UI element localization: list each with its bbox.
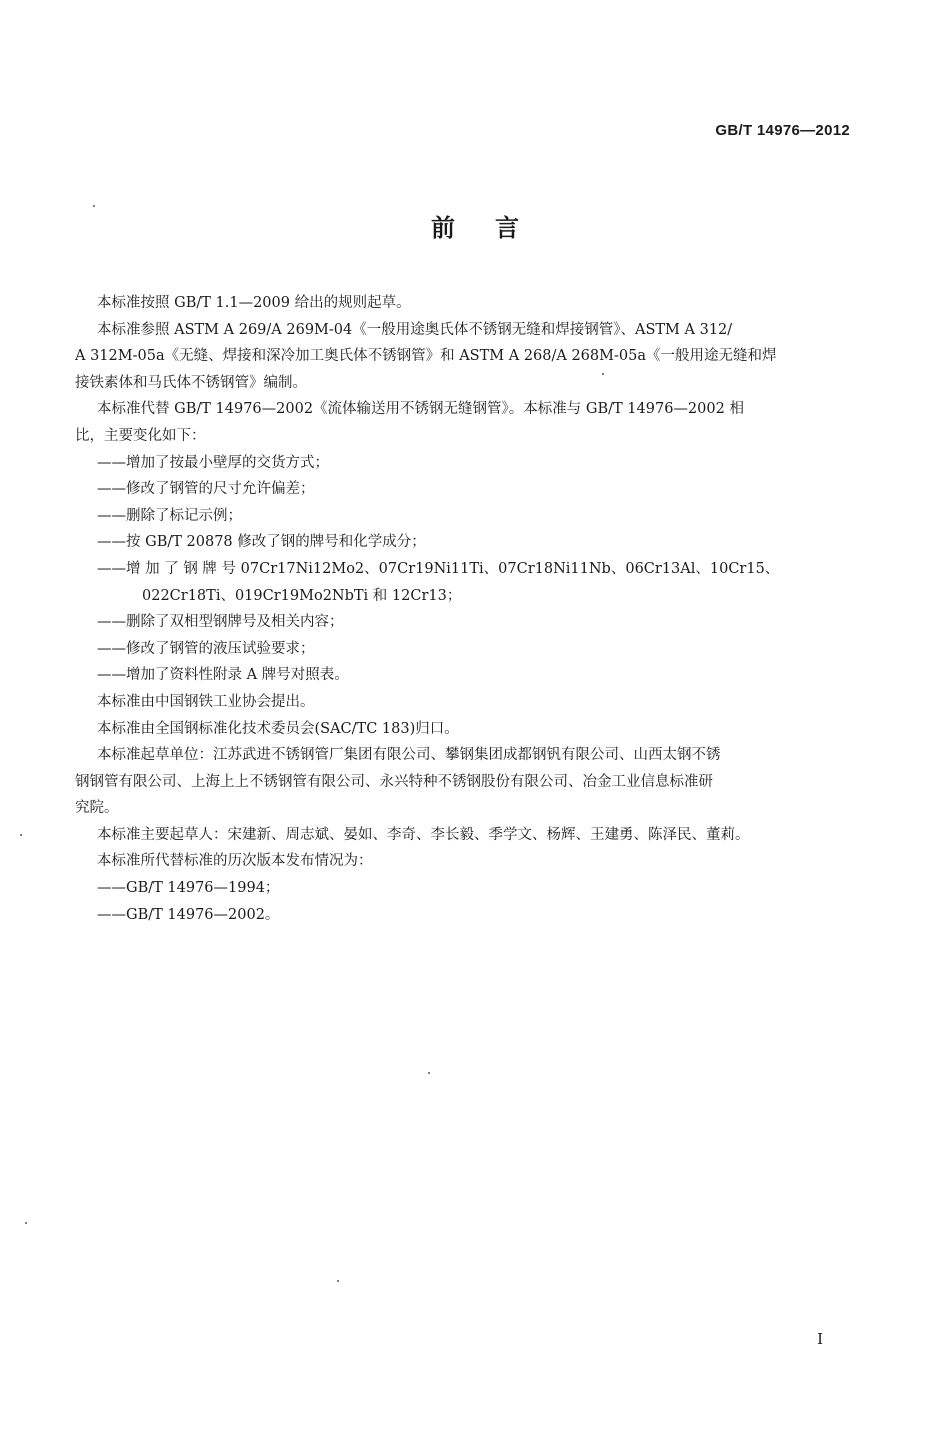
page-title: 前言 <box>431 214 559 242</box>
list-item: ——GB/T 14976—1994； <box>97 880 280 897</box>
paragraph-drafting-units <box>75 742 853 822</box>
paragraph-line: 钢钢管有限公司、上海上上不锈钢管有限公司、永兴特种不锈钢股份有限公司、冶金工业信息标准研 <box>75 773 713 790</box>
list-item: ——修改了钢管的尺寸允许偏差； <box>97 481 315 498</box>
list-item: ——删除了双相型钢牌号及相关内容； <box>97 614 344 631</box>
paragraph-history-intro: 本标准所代替标准的历次版本发布情况为： <box>97 853 373 870</box>
list-item: ——GB/T 14976—2002。 <box>97 906 280 923</box>
page-number: I <box>817 1330 823 1348</box>
paragraph-replacement <box>75 396 853 449</box>
standard-code: GB/T 14976—2012 <box>715 122 850 139</box>
paragraph-line: 究院。 <box>75 800 119 817</box>
paragraph-line: 本标准代替 GB/T 14976—2002《流体输送用不锈钢无缝钢管》。本标准与 GB/T 14976—2002 相 <box>97 401 744 418</box>
list-item: ——按 GB/T 20878 修改了钢的牌号和化学成分； <box>97 534 426 551</box>
scan-speck <box>602 373 604 375</box>
history-list <box>97 875 853 928</box>
changes-list <box>97 450 853 689</box>
paragraph-line: 本标准起草单位：江苏武进不锈钢管厂集团有限公司、攀钢集团成都钢钒有限公司、山西太钢不锈 <box>97 747 721 764</box>
paragraph-line: A 312M-05a《无缝、焊接和深冷加工奥氏体不锈钢管》和 ASTM A 268/A 268M-05a《一般用途无缝和焊 <box>75 348 777 365</box>
list-item: ——增加了资料性附录 A 牌号对照表。 <box>97 667 349 684</box>
paragraph-line: 比，主要变化如下： <box>75 427 206 444</box>
scan-speck <box>25 1222 27 1224</box>
paragraph-line: 本标准参照 ASTM A 269/A 269M-04《一般用途奥氏体不锈钢无缝和焊接钢管》、ASTM A 312/ <box>97 321 733 338</box>
paragraph-committee: 本标准由全国钢标准化技术委员会(SAC/TC 183)归口。 <box>97 720 459 737</box>
list-item: ——增 加 了 钢 牌 号 07Cr17Ni12Mo2、07Cr19Ni11Ti、07Cr18Ni11Nb、06Cr13Al、10Cr15、 <box>97 560 780 577</box>
paragraph-references <box>75 317 853 397</box>
scan-speck <box>428 1072 430 1074</box>
scan-speck <box>93 205 95 207</box>
paragraph-line: 接铁素体和马氏体不锈钢管》编制。 <box>75 374 307 391</box>
scan-speck <box>337 1280 339 1282</box>
list-item: ——修改了钢管的液压试验要求； <box>97 640 315 657</box>
scan-speck <box>20 834 22 836</box>
paragraph-proposer: 本标准由中国钢铁工业协会提出。 <box>97 693 315 710</box>
paragraph-drafting-rules: 本标准按照 GB/T 1.1—2009 给出的规则起草。 <box>97 295 411 311</box>
list-item: ——删除了标记示例； <box>97 507 242 524</box>
paragraph-drafters: 本标准主要起草人：宋建新、周志斌、晏如、李奇、李长毅、季学文、杨辉、王建勇、陈泽民、董莉。 <box>97 826 750 843</box>
foreword-body <box>75 290 853 928</box>
list-item-continuation: 022Cr18Ti、019Cr19Mo2NbTi 和 12Cr13； <box>142 587 462 604</box>
list-item: ——增加了按最小壁厚的交货方式； <box>97 454 329 471</box>
